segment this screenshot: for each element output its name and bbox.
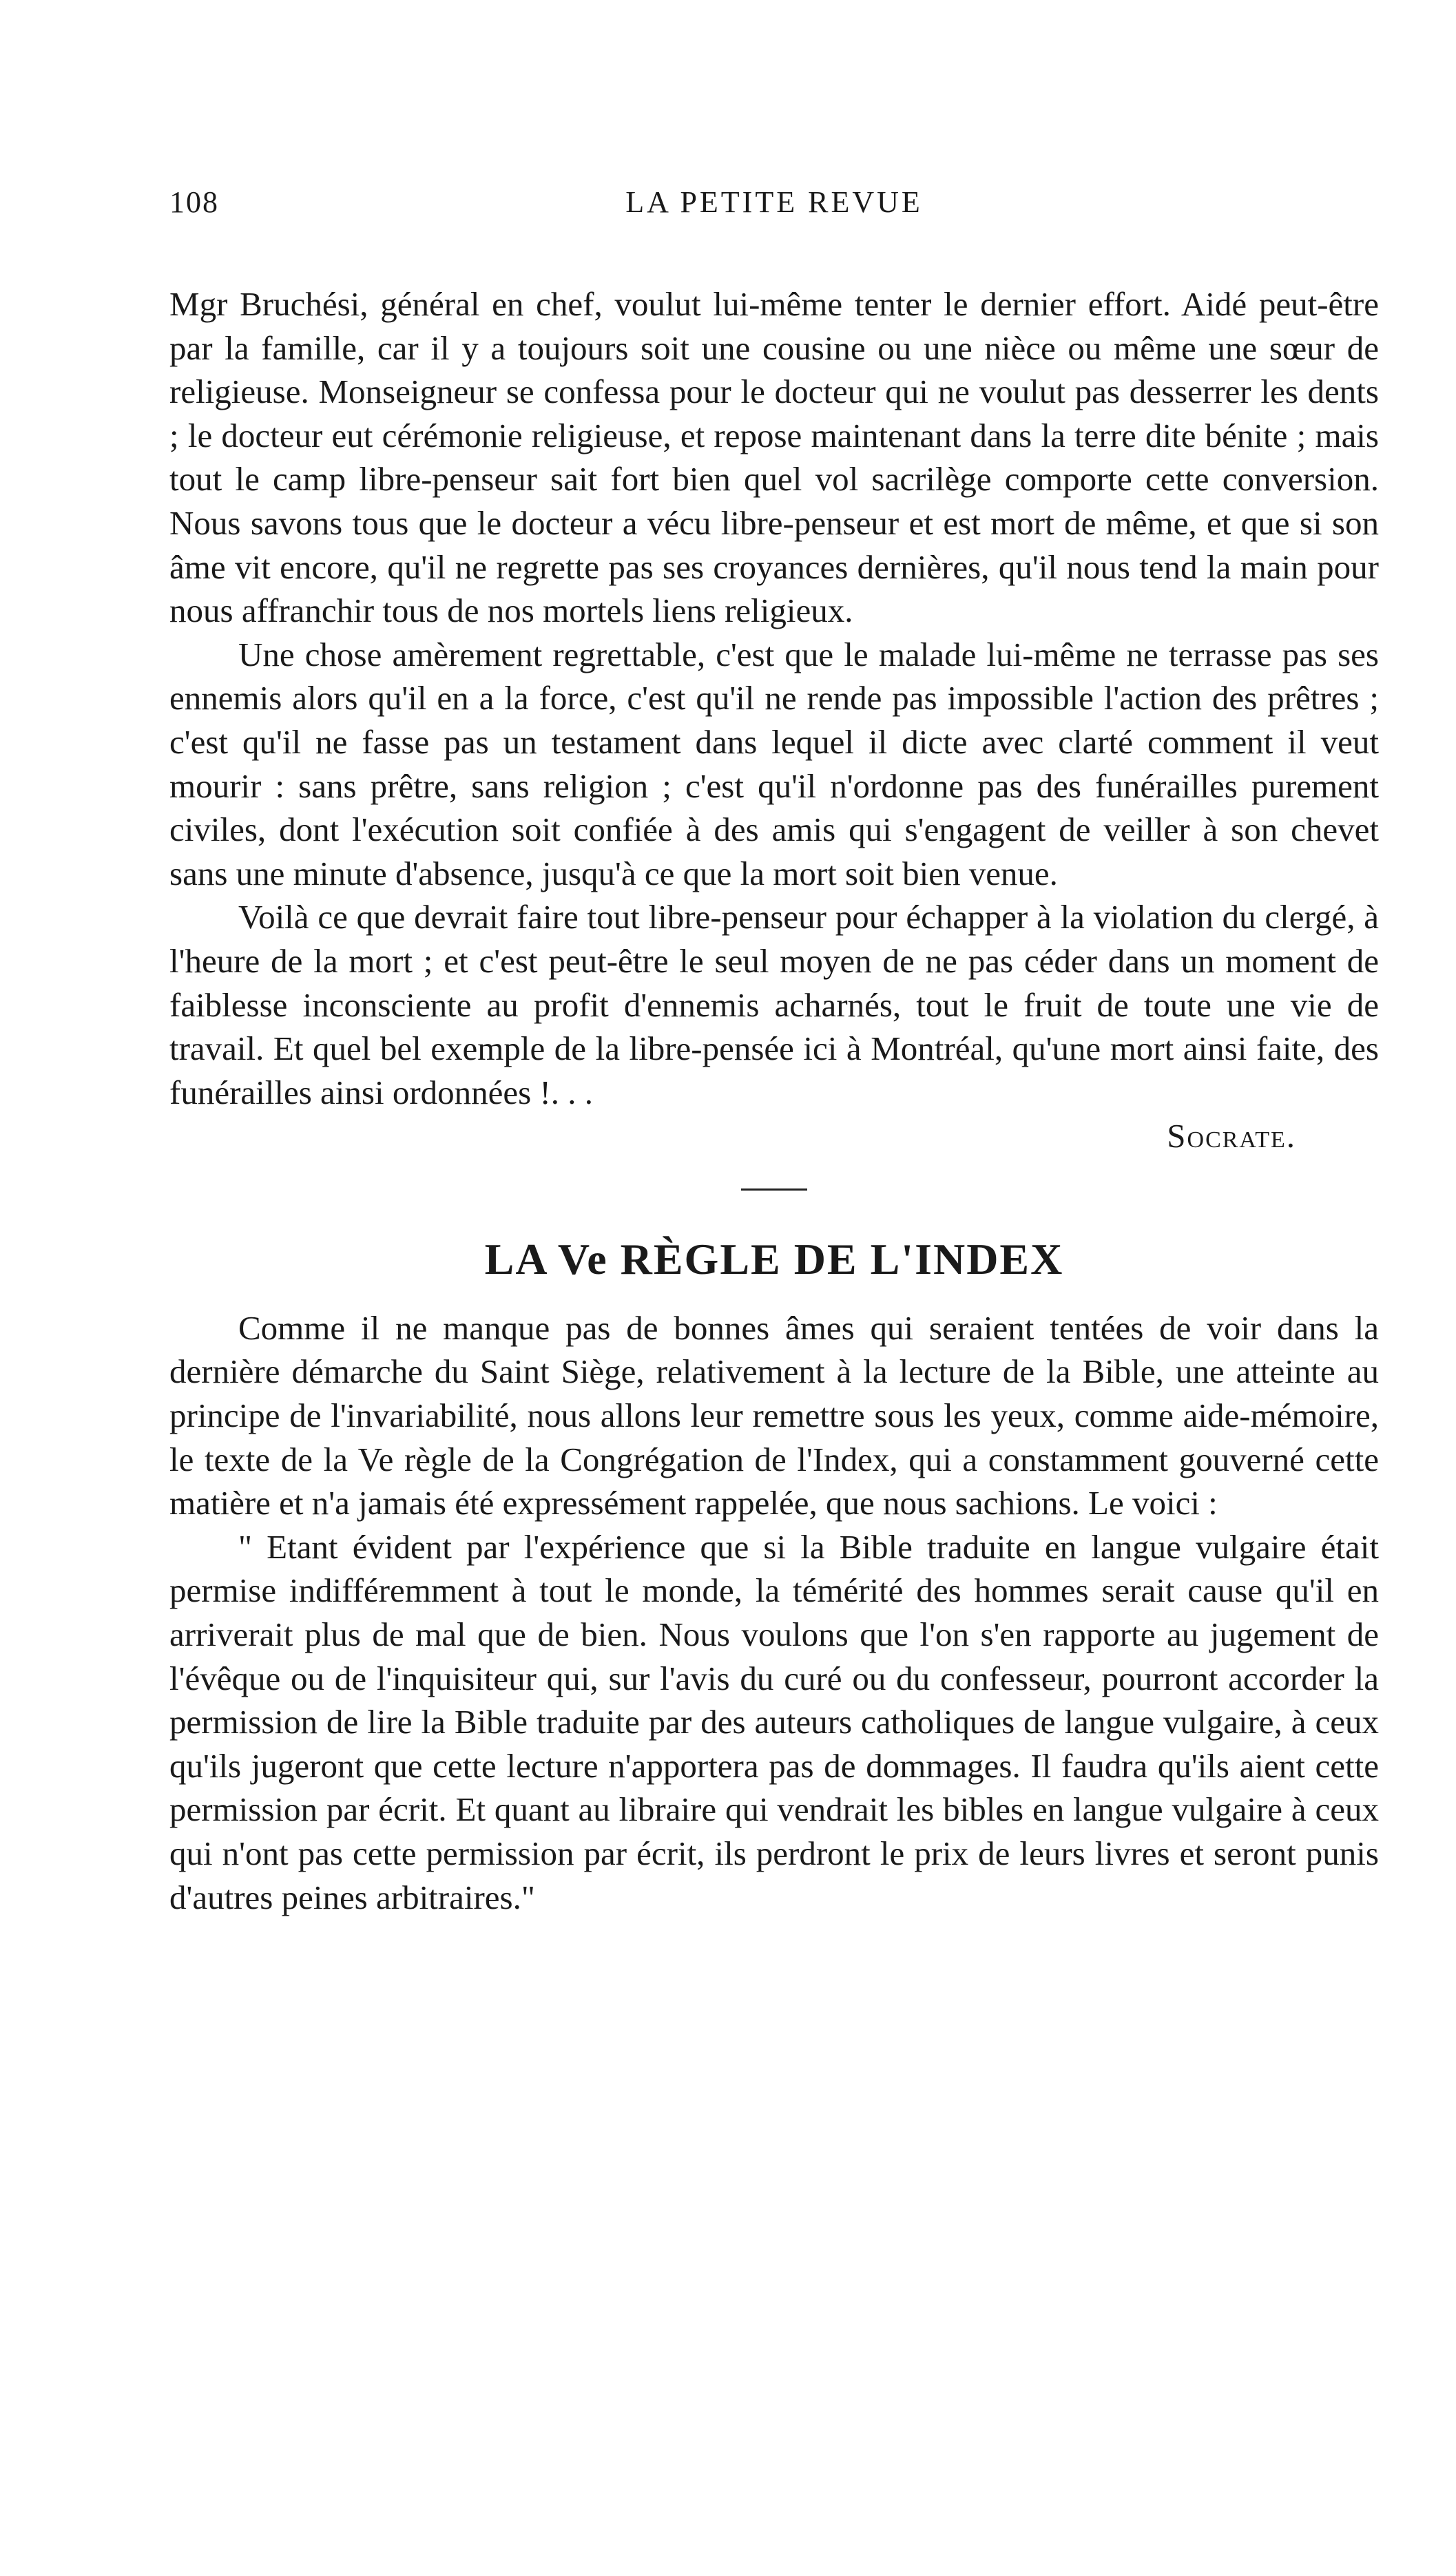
article1-paragraph-3: Voilà ce que devrait faire tout libre-penseur pour échapper à la violation du clergé, à l'heure de la mort ; et c'est peut-être le seul moyen de ne pas céder dans un moment de faiblesse inconsciente au profit d'ennemis acharnés, tout le fruit de toute une vie de travail. Et quel bel exemple de la libre-pensée ici à Montréal, qu'une mort ainsi faite, des funérailles ainsi ordonnées !. . . bbox=[169, 898, 1379, 1111]
section-title: LA Ve RÈGLE DE L'INDEX bbox=[484, 1234, 1064, 1284]
author-signature: Socrate. bbox=[1167, 1117, 1296, 1155]
index-rule-quote: " Etant évident par l'expérience que si la Bible traduite en langue vulgaire était permise indifféremment à tout le monde, la témérité des hommes serait cause qu'il en arriverait plus de mal que de bien. Nous voulons que l'on s'en rapporte au jugement de l'évêque ou de l'inquisiteur qui, sur l'avis du curé ou du confesseur, pourront accorder la permission de lire la Bible traduite par des auteurs catholiques de langue vulgaire, à ceux qu'ils jugeront que cette lecture n'apportera pas de dommages. Il faudra qu'ils aient cette permission par écrit. Et quant au libraire qui vendrait les bibles en langue vulgaire à ceux qui n'ont pas cette permission par écrit, ils perdront le prix de leurs livres et seront punis d'autres peines arbitraires." bbox=[169, 1527, 1379, 1916]
journal-title: LA PETITE REVUE bbox=[625, 185, 923, 219]
page-number: 108 bbox=[169, 185, 219, 219]
section-divider bbox=[741, 1188, 807, 1191]
running-head bbox=[169, 185, 1379, 229]
article1-paragraph-1: Mgr Bruchési, général en chef, voulut lui-même tenter le dernier effort. Aidé peut-être par la famille, car il y a toujours soit une cousine ou une nièce ou même une sœur de religieuse. Monseigneur se confessa pour le docteur qui ne voulut pas desserrer les dents ; le docteur eut cérémonie religieuse, et repose maintenant dans la terre dite bénite ; mais tout le camp libre-penseur sait fort bien quel vol sacrilège comporte cette conversion. Nous savons tous que le docteur a vécu libre-penseur et est mort de même, et que si son âme vit encore, qu'il ne regrette pas ses croyances dernières, qu'il nous tend la main pour nous affranchir tous de nos mortels liens religieux. bbox=[169, 285, 1379, 630]
article2-paragraph-1: Comme il ne manque pas de bonnes âmes qui seraient tentées de voir dans la dernière démarche du Saint Siège, relativement à la lecture de la Bible, une atteinte au principe de l'invariabilité, nous allons leur remettre sous les yeux, comme aide-mémoire, le texte de la Ve règle de la Congrégation de l'Index, qui a constamment gouverné cette matière et n'a jamais été expressément rappelée, que nous sachions. Le voici : bbox=[169, 1308, 1379, 1522]
article1-paragraph-2: Une chose amèrement regrettable, c'est que le malade lui-même ne terrasse pas ses ennemis alors qu'il en a la force, c'est qu'il ne rende pas impossible l'action des prêtres ; c'est qu'il ne fasse pas un testament dans lequel il dicte avec clarté comment il veut mourir : sans prêtre, sans religion ; c'est qu'il n'ordonne pas des funérailles purement civiles, dont l'exécution soit confiée à des amis qui s'engagent de veiller à son chevet sans une minute d'absence, jusqu'à ce que la mort soit bien venue. bbox=[169, 635, 1379, 892]
page-body bbox=[169, 282, 1379, 1919]
